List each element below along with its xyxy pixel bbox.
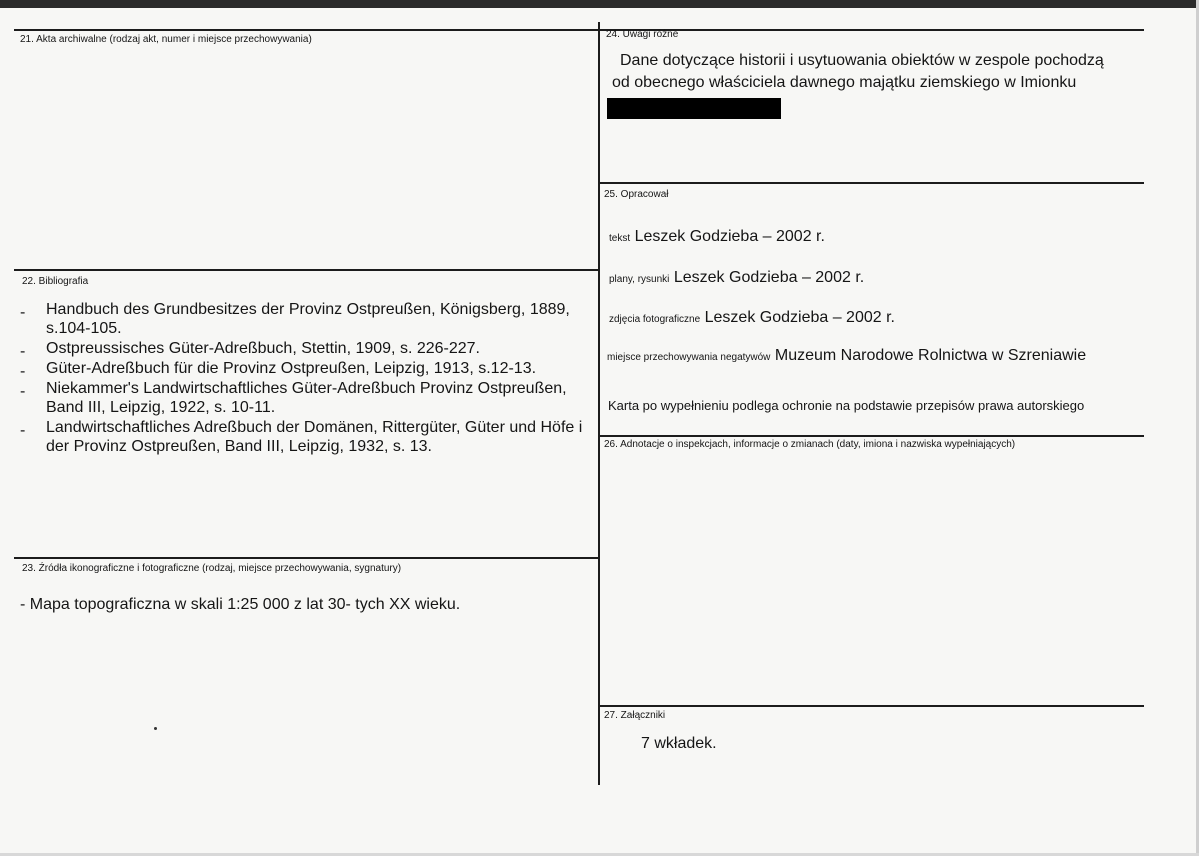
- redaction-bar: [607, 98, 781, 119]
- section-24-label: 24. Uwagi różne: [606, 29, 679, 40]
- section-22-label: 22. Bibliografia: [22, 276, 89, 287]
- photos-author-value: Leszek Godzieba – 2002 r.: [704, 309, 895, 326]
- author-photos-row: [609, 309, 895, 327]
- copyright-note: Karta po wypełnieniu podlega ochronie na podstawie przepisów prawa autorskiego: [608, 398, 1085, 413]
- text-author-value: Leszek Godzieba – 2002 r.: [634, 228, 825, 245]
- author-text-row: [609, 228, 825, 246]
- bibliography-list: [20, 300, 590, 457]
- bibliography-item: - Handbuch des Grundbesitzes der Provinz Ostpreußen, Königsberg, 1889, s.104-105.: [20, 301, 570, 337]
- plans-author-label: plany, rysunki: [609, 274, 670, 285]
- divider-24-25: [598, 182, 1144, 184]
- section-26-label: 26. Adnotacje o inspekcjach, informacje o zmianach (daty, imiona i nazwiska wypełniających): [604, 439, 1016, 450]
- top-border-line: [14, 29, 1144, 31]
- bibliography-item: - Güter-Adreßbuch für die Provinz Ostpreußen, Leipzig, 1913, s.12-13.: [20, 360, 537, 380]
- scan-speck: [154, 727, 157, 730]
- bibliography-item: - Niekammer's Landwirtschaftliches Güter-Adreßbuch Provinz Ostpreußen, Band III, Leipzig, 1922, s. 10-11.: [20, 380, 567, 416]
- negatives-location-row: [607, 347, 1086, 365]
- scan-top-edge: [0, 0, 1199, 8]
- section-21-label: 21. Akta archiwalne (rodzaj akt, numer i miejsce przechowywania): [20, 34, 312, 45]
- section-27-label: 27. Załączniki: [604, 710, 666, 721]
- iconographic-sources-text: - Mapa topograficzna w skali 1:25 000 z lat 30- tych XX wieku.: [20, 596, 461, 613]
- negatives-location-label: miejsce przechowywania negatywów: [607, 352, 771, 363]
- remarks-line-2: od obecnego właściciela dawnego majątku ziemskiego w Imionku: [612, 74, 1077, 91]
- divider-22-23: [14, 557, 598, 559]
- bibliography-item: - Ostpreussisches Güter-Adreßbuch, Stettin, 1909, s. 226-227.: [20, 340, 480, 360]
- divider-21-22: [14, 269, 598, 271]
- text-author-label: tekst: [609, 233, 631, 244]
- divider-26-27: [598, 705, 1144, 707]
- section-23-label: 23. Źródła ikonograficzne i fotograficzne (rodzaj, miejsce przechowywania, sygnatury): [22, 563, 402, 574]
- remarks-line-1: Dane dotyczące historii i usytuowania obiektów w zespole pochodzą: [620, 52, 1104, 69]
- bibliography-item: - Landwirtschaftliches Adreßbuch der Domänen, Rittergüter, Güter und Höfe i der Provinz Ostpreußen, Band III, Leipzig, 1932, s. 13.: [20, 419, 583, 455]
- divider-25-26: [598, 435, 1144, 437]
- section-25-label: 25. Opracował: [604, 189, 669, 200]
- attachments-text: 7 wkładek.: [641, 735, 717, 752]
- photos-author-label: zdjęcia fotograficzne: [609, 314, 701, 325]
- negatives-location-value: Muzeum Narodowe Rolnictwa w Szreniawie: [774, 347, 1087, 364]
- author-plans-row: [609, 269, 864, 287]
- plans-author-value: Leszek Godzieba – 2002 r.: [673, 269, 865, 286]
- column-divider: [598, 22, 600, 785]
